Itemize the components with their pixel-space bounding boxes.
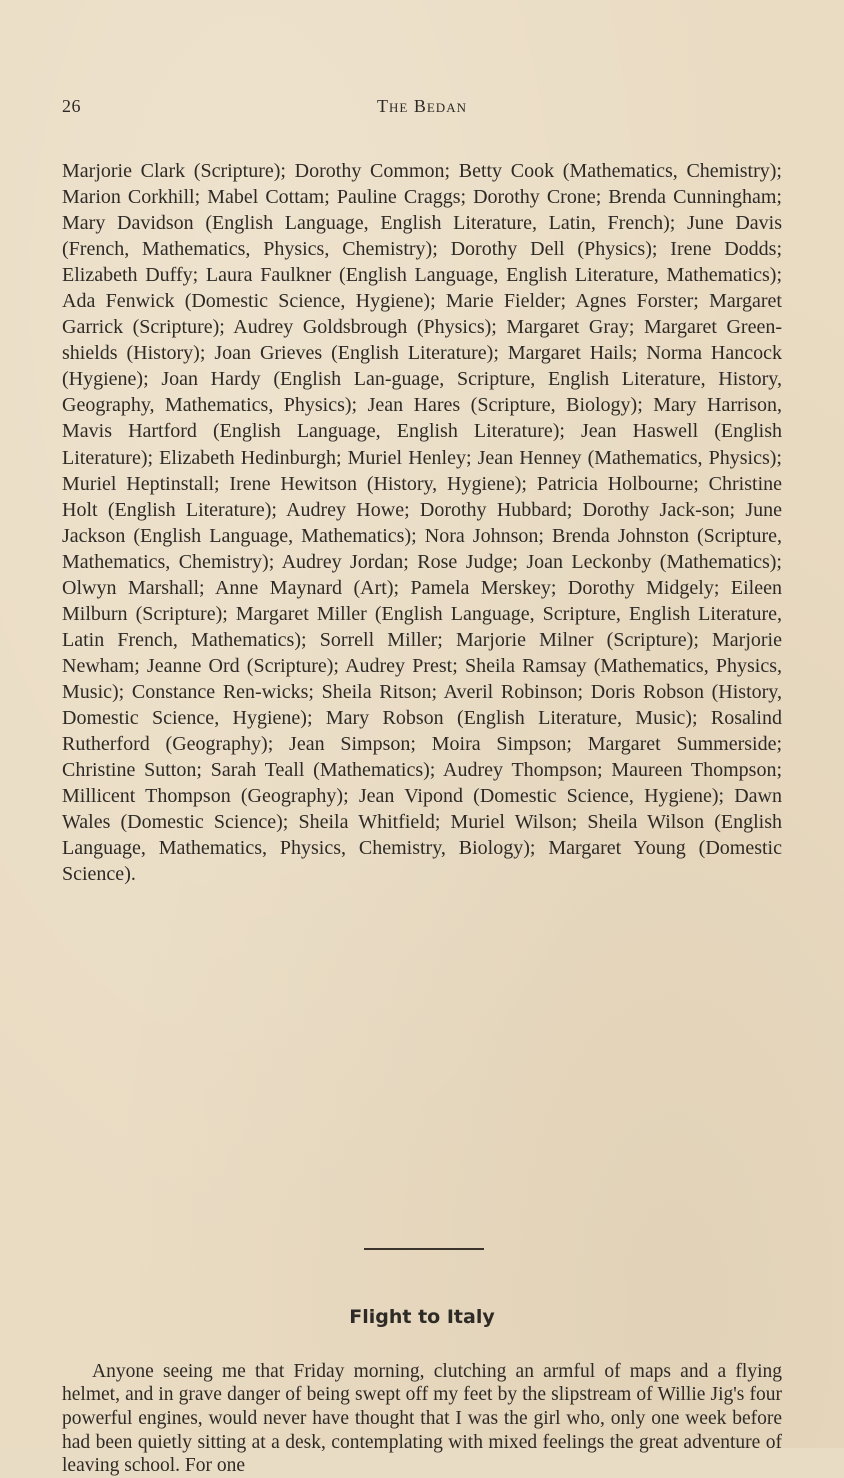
journal-title: The Bedan: [62, 96, 782, 117]
article-title: Flight to Italy: [62, 1306, 782, 1328]
names-list-paragraph: Marjorie Clark (Scripture); Dorothy Common; Betty Cook (Mathematics, Chemistry); Marion Corkhill; Mabel Cottam; Pauline Craggs; Dorothy Crone; Brenda Cunningham; Mary Davidson (English Language, English Literature, Latin, French); June Davis (French, Mathematics, Physics, Chemistry); Dorothy Dell (Physics); Irene Dodds; Elizabeth Duffy; Laura Faulkner (English Language, English Literature, Mathematics); Ada Fenwick (Domestic Science, Hygiene); Marie Fielder; Agnes Forster; Margaret Garrick (Scripture); Audrey Goldsbrough (Physics); Margaret Gray; Margaret Green-shields (History); Joan Grieves (English Literature); Margaret Hails; Norma Hancock (Hygiene); Joan Hardy (English Lan-guage, Scripture, English Literature, History, Geography, Mathematics, Physics); Jean Hares (Scripture, Biology); Mary Harrison, Mavis Hartford (English Language, English Literature); Jean Haswell (English Literature); Elizabeth Hedinburgh; Muriel Henley; Jean Henney (Mathematics, Physics); Muriel Heptinstall; Irene Hewitson (History, Hygiene); Patricia Holbourne; Christine Holt (English Literature); Audrey Howe; Dorothy Hubbard; Dorothy Jack-son; June Jackson (English Language, Mathematics); Nora Johnson; Brenda Johnston (Scripture, Mathematics, Chemistry); Audrey Jordan; Rose Judge; Joan Leckonby (Mathematics); Olwyn Marshall; Anne Maynard (Art); Pamela Merskey; Dorothy Midgely; Eileen Milburn (Scripture); Margaret Miller (English Language, Scripture, English Literature, Latin French, Mathematics); Sorrell Miller; Marjorie Milner (Scripture); Marjorie Newham; Jeanne Ord (Scripture); Audrey Prest; Sheila Ramsay (Mathematics, Physics, Music); Constance Ren-wicks; Sheila Ritson; Averil Robinson; Doris Robson (History, Domestic Science, Hygiene); Mary Robson (English Literature, Music); Rosalind Rutherford (Geography); Jean Simpson; Moira Simpson; Margaret Summerside; Christine Sutton; Sarah Teall (Mathematics); Audrey Thompson; Maureen Thompson; Millicent Thompson (Geography); Jean Vipond (Domestic Science, Hygiene); Dawn Wales (Domestic Science); Sheila Whitfield; Muriel Wilson; Sheila Wilson (English Language, Mathematics, Physics, Chemistry, Biology); Margaret Young (Domestic Science).: [62, 158, 782, 887]
article-opening-paragraph: Anyone seeing me that Friday morning, clutching an armful of maps and a flying helmet, and in grave danger of being swept off my feet by the slipstream of Willie Jig's four powerful engines, would never have thought that I was the girl who, only one week before had been quietly sitting at a desk, contemplating with mixed feelings the great adventure of leaving school. For one: [62, 1360, 782, 1478]
page-number: 26: [62, 96, 81, 117]
running-head: [62, 96, 782, 122]
section-divider: [364, 1248, 484, 1250]
